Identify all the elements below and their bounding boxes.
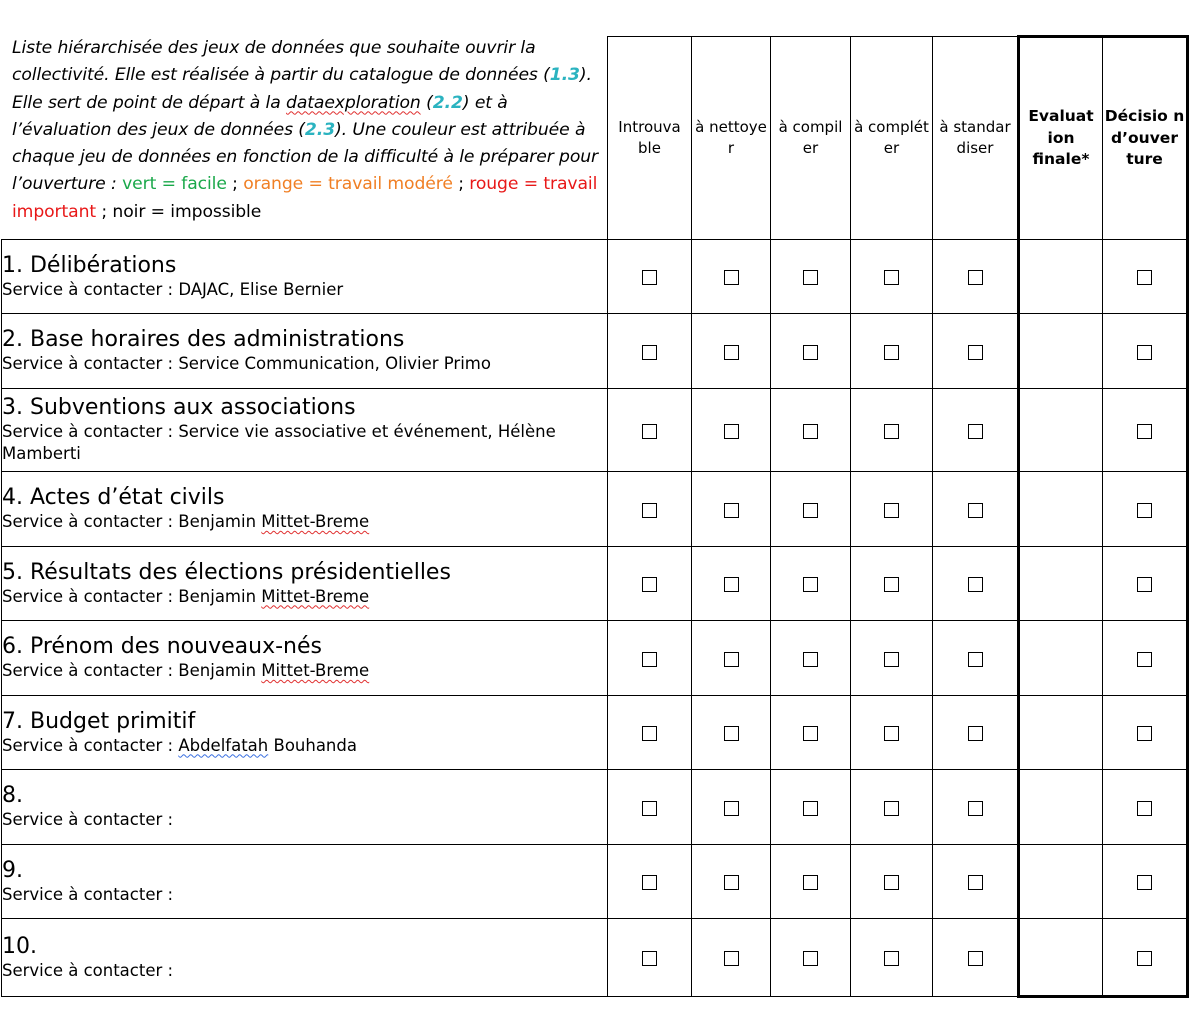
- checkbox-cell-a-compiler: [771, 770, 851, 845]
- checkbox-a-standardiser[interactable]: [968, 503, 983, 518]
- ref-link-2-2[interactable]: 2.2: [432, 92, 463, 113]
- checkbox-cell-a-completer: [851, 472, 933, 547]
- checkbox-decision-ouverture[interactable]: [1137, 424, 1152, 439]
- dataset-contact: [2, 353, 607, 375]
- evaluation-finale-cell[interactable]: [1019, 389, 1103, 472]
- legend-orange: orange = travail modéré: [243, 174, 453, 195]
- contact-prefix: Service à contacter :: [2, 960, 174, 980]
- checkbox-cell-a-compiler: [771, 240, 851, 314]
- evaluation-finale-cell[interactable]: [1019, 770, 1103, 845]
- checkbox-cell-a-completer: [851, 919, 933, 997]
- dataset-title: 4. Actes d’état civils: [2, 485, 225, 510]
- checkbox-a-compiler[interactable]: [803, 424, 818, 439]
- intro-dataexploration: dataexploration: [286, 92, 421, 113]
- dataset-title: 2. Base horaires des administrations: [2, 327, 405, 352]
- legend-black: ; noir = impossible: [96, 201, 262, 222]
- checkbox-cell-a-compiler: [771, 547, 851, 621]
- dataset-contact: [2, 809, 607, 831]
- page-top-margin: [0, 0, 1193, 34]
- checkbox-a-compiler[interactable]: [803, 345, 818, 360]
- legend-separator: ;: [226, 174, 244, 195]
- checkbox-a-compiler[interactable]: [803, 270, 818, 285]
- checkbox-decision-ouverture[interactable]: [1137, 503, 1152, 518]
- table-row: [2, 547, 1188, 621]
- contact-name: Service vie associative et événement, Hélène Mamberti: [2, 422, 556, 463]
- dataset-contact: [2, 660, 607, 682]
- checkbox-cell-a-completer: [851, 389, 933, 472]
- checkbox-a-standardiser[interactable]: [968, 270, 983, 285]
- dataset-cell: [2, 845, 608, 919]
- dataset-cell: [2, 240, 608, 314]
- dataset-title: 9.: [2, 857, 23, 883]
- checkbox-cell-decision-ouverture: [1103, 547, 1188, 621]
- col-header-a-compiler: à compil er: [771, 37, 851, 240]
- checkbox-cell-a-nettoyer: [692, 314, 771, 389]
- evaluation-finale-cell[interactable]: [1019, 240, 1103, 314]
- dataset-cell: [2, 314, 608, 389]
- evaluation-finale-cell[interactable]: [1019, 919, 1103, 997]
- contact-prefix: Service à contacter :: [2, 422, 179, 441]
- checkbox-decision-ouverture[interactable]: [1137, 951, 1152, 966]
- evaluation-finale-cell[interactable]: [1019, 314, 1103, 389]
- checkbox-a-compiler[interactable]: [803, 652, 818, 667]
- contact-prefix: Service à contacter : Benjamin: [2, 661, 262, 680]
- checkbox-introuvable[interactable]: [642, 503, 657, 518]
- checkbox-introuvable[interactable]: [642, 652, 657, 667]
- dataset-cell: [2, 919, 608, 997]
- checkbox-cell-introuvable: [608, 240, 692, 314]
- contact-name: Abdelfatah: [178, 735, 269, 755]
- checkbox-cell-introuvable: [608, 919, 692, 997]
- checkbox-a-nettoyer[interactable]: [724, 875, 739, 890]
- checkbox-decision-ouverture[interactable]: [1137, 345, 1152, 360]
- checkbox-cell-a-nettoyer: [692, 770, 771, 845]
- checkbox-cell-a-completer: [851, 845, 933, 919]
- checkbox-decision-ouverture[interactable]: [1137, 652, 1152, 667]
- dataset-title: 8.: [2, 783, 23, 808]
- checkbox-cell-decision-ouverture: [1103, 770, 1188, 845]
- checkbox-a-standardiser[interactable]: [968, 951, 983, 966]
- contact-prefix: Service à contacter :: [2, 735, 179, 755]
- checkbox-cell-a-standardiser: [933, 240, 1019, 314]
- checkbox-a-compiler[interactable]: [803, 801, 818, 816]
- checkbox-cell-introuvable: [608, 621, 692, 696]
- checkbox-introuvable[interactable]: [642, 951, 657, 966]
- intro-text: ). Une couleur est attribuée à chaque jeu de données en fonction de la difficulté à le préparer pour l’ouverture :: [12, 119, 599, 195]
- legend-red: rouge = travail important: [12, 174, 598, 222]
- checkbox-a-compiler[interactable]: [803, 951, 818, 966]
- evaluation-finale-cell[interactable]: [1019, 547, 1103, 621]
- col-header-introuvable: Introuva ble: [608, 37, 692, 240]
- legend-separator: ;: [452, 174, 470, 195]
- col-header-evaluation-finale: Evaluat ion finale*: [1019, 37, 1103, 240]
- checkbox-cell-decision-ouverture: [1103, 240, 1188, 314]
- checkbox-cell-a-standardiser: [933, 389, 1019, 472]
- checkbox-cell-a-standardiser: [933, 845, 1019, 919]
- checkbox-a-compiler[interactable]: [803, 875, 818, 890]
- checkbox-introuvable[interactable]: [642, 726, 657, 741]
- contact-suffix: Bouhanda: [268, 735, 357, 755]
- checkbox-cell-introuvable: [608, 845, 692, 919]
- checkbox-decision-ouverture[interactable]: [1137, 726, 1152, 741]
- checkbox-a-standardiser[interactable]: [968, 875, 983, 890]
- intro-text: ) et à l’évaluation des jeux de données (: [12, 92, 508, 140]
- checkbox-cell-a-completer: [851, 314, 933, 389]
- dataset-contact: [2, 279, 607, 301]
- table-row: [2, 389, 1188, 472]
- checkbox-a-completer[interactable]: [884, 801, 899, 816]
- checkbox-a-nettoyer[interactable]: [724, 424, 739, 439]
- checkbox-cell-a-completer: [851, 547, 933, 621]
- intro-text: ). Elle sert de point de départ à la: [12, 65, 592, 113]
- checkbox-a-nettoyer[interactable]: [724, 345, 739, 360]
- checkbox-introuvable[interactable]: [642, 345, 657, 360]
- col-header-a-standardiser: à standar diser: [933, 37, 1019, 240]
- table-row: [2, 919, 1188, 997]
- checkbox-cell-introuvable: [608, 472, 692, 547]
- checkbox-cell-a-completer: [851, 696, 933, 770]
- contact-prefix: Service à contacter :: [2, 354, 179, 373]
- checkbox-a-standardiser[interactable]: [968, 345, 983, 360]
- checkbox-a-standardiser[interactable]: [968, 652, 983, 667]
- checkbox-cell-a-nettoyer: [692, 919, 771, 997]
- checkbox-cell-a-standardiser: [933, 314, 1019, 389]
- checkbox-cell-introuvable: [608, 547, 692, 621]
- checkbox-a-nettoyer[interactable]: [724, 577, 739, 592]
- dataset-contact: [2, 511, 607, 533]
- checkbox-cell-decision-ouverture: [1103, 696, 1188, 770]
- dataset-cell: [2, 696, 608, 770]
- checkbox-cell-a-compiler: [771, 919, 851, 997]
- checkbox-cell-a-standardiser: [933, 919, 1019, 997]
- checkbox-cell-a-compiler: [771, 472, 851, 547]
- checkbox-a-compiler[interactable]: [803, 503, 818, 518]
- contact-prefix: Service à contacter : Benjamin: [2, 512, 262, 531]
- dataset-title: 1. Délibérations: [2, 252, 177, 278]
- contact-name: Mittet-Breme: [261, 661, 370, 680]
- checkbox-a-completer[interactable]: [884, 345, 899, 360]
- checkbox-a-completer[interactable]: [884, 270, 899, 285]
- table-row: [2, 845, 1188, 919]
- evaluation-finale-cell[interactable]: [1019, 472, 1103, 547]
- checkbox-cell-a-nettoyer: [692, 240, 771, 314]
- checkbox-cell-a-standardiser: [933, 770, 1019, 845]
- checkbox-cell-a-nettoyer: [692, 472, 771, 547]
- checkbox-decision-ouverture[interactable]: [1137, 270, 1152, 285]
- contact-prefix: Service à contacter :: [2, 279, 179, 299]
- checkbox-cell-a-nettoyer: [692, 621, 771, 696]
- evaluation-finale-cell[interactable]: [1019, 696, 1103, 770]
- contact-name: Mittet-Breme: [261, 586, 370, 606]
- checkbox-cell-a-nettoyer: [692, 696, 771, 770]
- checkbox-cell-decision-ouverture: [1103, 472, 1188, 547]
- checkbox-a-completer[interactable]: [884, 503, 899, 518]
- checkbox-a-nettoyer[interactable]: [724, 503, 739, 518]
- evaluation-finale-cell[interactable]: [1019, 621, 1103, 696]
- checkbox-decision-ouverture[interactable]: [1137, 875, 1152, 890]
- dataset-contact: [2, 735, 607, 757]
- checkbox-cell-decision-ouverture: [1103, 919, 1188, 997]
- checkbox-a-completer[interactable]: [884, 951, 899, 966]
- legend-green: vert = facile: [122, 174, 227, 195]
- checkbox-a-standardiser[interactable]: [968, 726, 983, 741]
- checkbox-cell-introuvable: [608, 770, 692, 845]
- contact-name: Mittet-Breme: [261, 512, 370, 531]
- dataset-contact: [2, 884, 607, 906]
- table-row: [2, 621, 1188, 696]
- checkbox-cell-decision-ouverture: [1103, 845, 1188, 919]
- dataset-cell: [2, 389, 608, 472]
- checkbox-decision-ouverture[interactable]: [1137, 577, 1152, 592]
- checkbox-a-completer[interactable]: [884, 424, 899, 439]
- checkbox-a-nettoyer[interactable]: [724, 270, 739, 285]
- checkbox-cell-a-compiler: [771, 696, 851, 770]
- checkbox-cell-a-compiler: [771, 389, 851, 472]
- checkbox-a-completer[interactable]: [884, 577, 899, 592]
- col-header-decision-ouverture: Décisio n d’ouver ture: [1103, 37, 1188, 240]
- ref-link-1-3[interactable]: 1.3: [549, 65, 580, 86]
- checkbox-cell-a-compiler: [771, 314, 851, 389]
- checkbox-cell-a-standardiser: [933, 472, 1019, 547]
- checkbox-cell-decision-ouverture: [1103, 314, 1188, 389]
- checkbox-cell-a-nettoyer: [692, 547, 771, 621]
- ref-link-2-3[interactable]: 2.3: [304, 119, 336, 140]
- checkbox-a-nettoyer[interactable]: [724, 652, 739, 667]
- dataset-title: 5. Résultats des élections présidentielles: [2, 559, 451, 585]
- checkbox-a-standardiser[interactable]: [968, 801, 983, 816]
- checkbox-cell-a-nettoyer: [692, 389, 771, 472]
- dataset-title: 6. Prénom des nouveaux-nés: [2, 634, 322, 659]
- contact-name: DAJAC, Elise Bernier: [178, 279, 344, 299]
- checkbox-decision-ouverture[interactable]: [1137, 801, 1152, 816]
- checkbox-cell-a-standardiser: [933, 547, 1019, 621]
- dataset-title: 10.: [2, 933, 37, 959]
- dataset-contact: [2, 960, 607, 982]
- checkbox-a-nettoyer[interactable]: [724, 951, 739, 966]
- col-header-a-completer: à complét er: [851, 37, 933, 240]
- dataset-contact: [2, 421, 607, 465]
- dataset-title: 7. Budget primitif: [2, 708, 196, 734]
- checkbox-a-completer[interactable]: [884, 652, 899, 667]
- checkbox-a-completer[interactable]: [884, 875, 899, 890]
- table-row: [2, 472, 1188, 547]
- checkbox-introuvable[interactable]: [642, 801, 657, 816]
- table-row: [2, 314, 1188, 389]
- checkbox-cell-a-completer: [851, 770, 933, 845]
- table-row: [2, 240, 1188, 314]
- checkbox-a-nettoyer[interactable]: [724, 801, 739, 816]
- checkbox-cell-a-completer: [851, 240, 933, 314]
- checkbox-cell-a-nettoyer: [692, 845, 771, 919]
- intro-text: Liste hiérarchisée des jeux de données que souhaite ouvrir la collectivité. Elle est réalisée à partir du catalogue de données (: [12, 38, 550, 86]
- checkbox-cell-decision-ouverture: [1103, 621, 1188, 696]
- intro-paragraph: [12, 35, 602, 226]
- col-header-a-nettoyer: à nettoye r: [692, 37, 771, 240]
- checkbox-a-nettoyer[interactable]: [724, 726, 739, 741]
- checkbox-introuvable[interactable]: [642, 424, 657, 439]
- table-row: [2, 696, 1188, 770]
- contact-prefix: Service à contacter : Benjamin: [2, 586, 262, 606]
- checkbox-cell-introuvable: [608, 314, 692, 389]
- checkbox-a-standardiser[interactable]: [968, 577, 983, 592]
- checkbox-cell-introuvable: [608, 389, 692, 472]
- intro-text: (: [420, 92, 433, 113]
- checkbox-a-compiler[interactable]: [803, 577, 818, 592]
- table-row: [2, 770, 1188, 845]
- checkbox-introuvable[interactable]: [642, 270, 657, 285]
- dataset-cell: [2, 472, 608, 547]
- checkbox-cell-a-standardiser: [933, 621, 1019, 696]
- contact-prefix: Service à contacter :: [2, 810, 174, 829]
- checkbox-cell-a-completer: [851, 621, 933, 696]
- checkbox-cell-introuvable: [608, 696, 692, 770]
- dataset-title: 3. Subventions aux associations: [2, 395, 356, 420]
- dataset-contact: [2, 586, 607, 608]
- checkbox-cell-a-compiler: [771, 621, 851, 696]
- checkbox-a-standardiser[interactable]: [968, 424, 983, 439]
- checkbox-cell-decision-ouverture: [1103, 389, 1188, 472]
- contact-name: Service Communication, Olivier Primo: [178, 354, 491, 373]
- contact-prefix: Service à contacter :: [2, 884, 174, 904]
- checkbox-cell-a-compiler: [771, 845, 851, 919]
- dataset-cell: [2, 621, 608, 696]
- evaluation-finale-cell[interactable]: [1019, 845, 1103, 919]
- checkbox-a-completer[interactable]: [884, 726, 899, 741]
- dataset-cell: [2, 770, 608, 845]
- checkbox-introuvable[interactable]: [642, 577, 657, 592]
- dataset-cell: [2, 547, 608, 621]
- checkbox-a-compiler[interactable]: [803, 726, 818, 741]
- checkbox-introuvable[interactable]: [642, 875, 657, 890]
- checkbox-cell-a-standardiser: [933, 696, 1019, 770]
